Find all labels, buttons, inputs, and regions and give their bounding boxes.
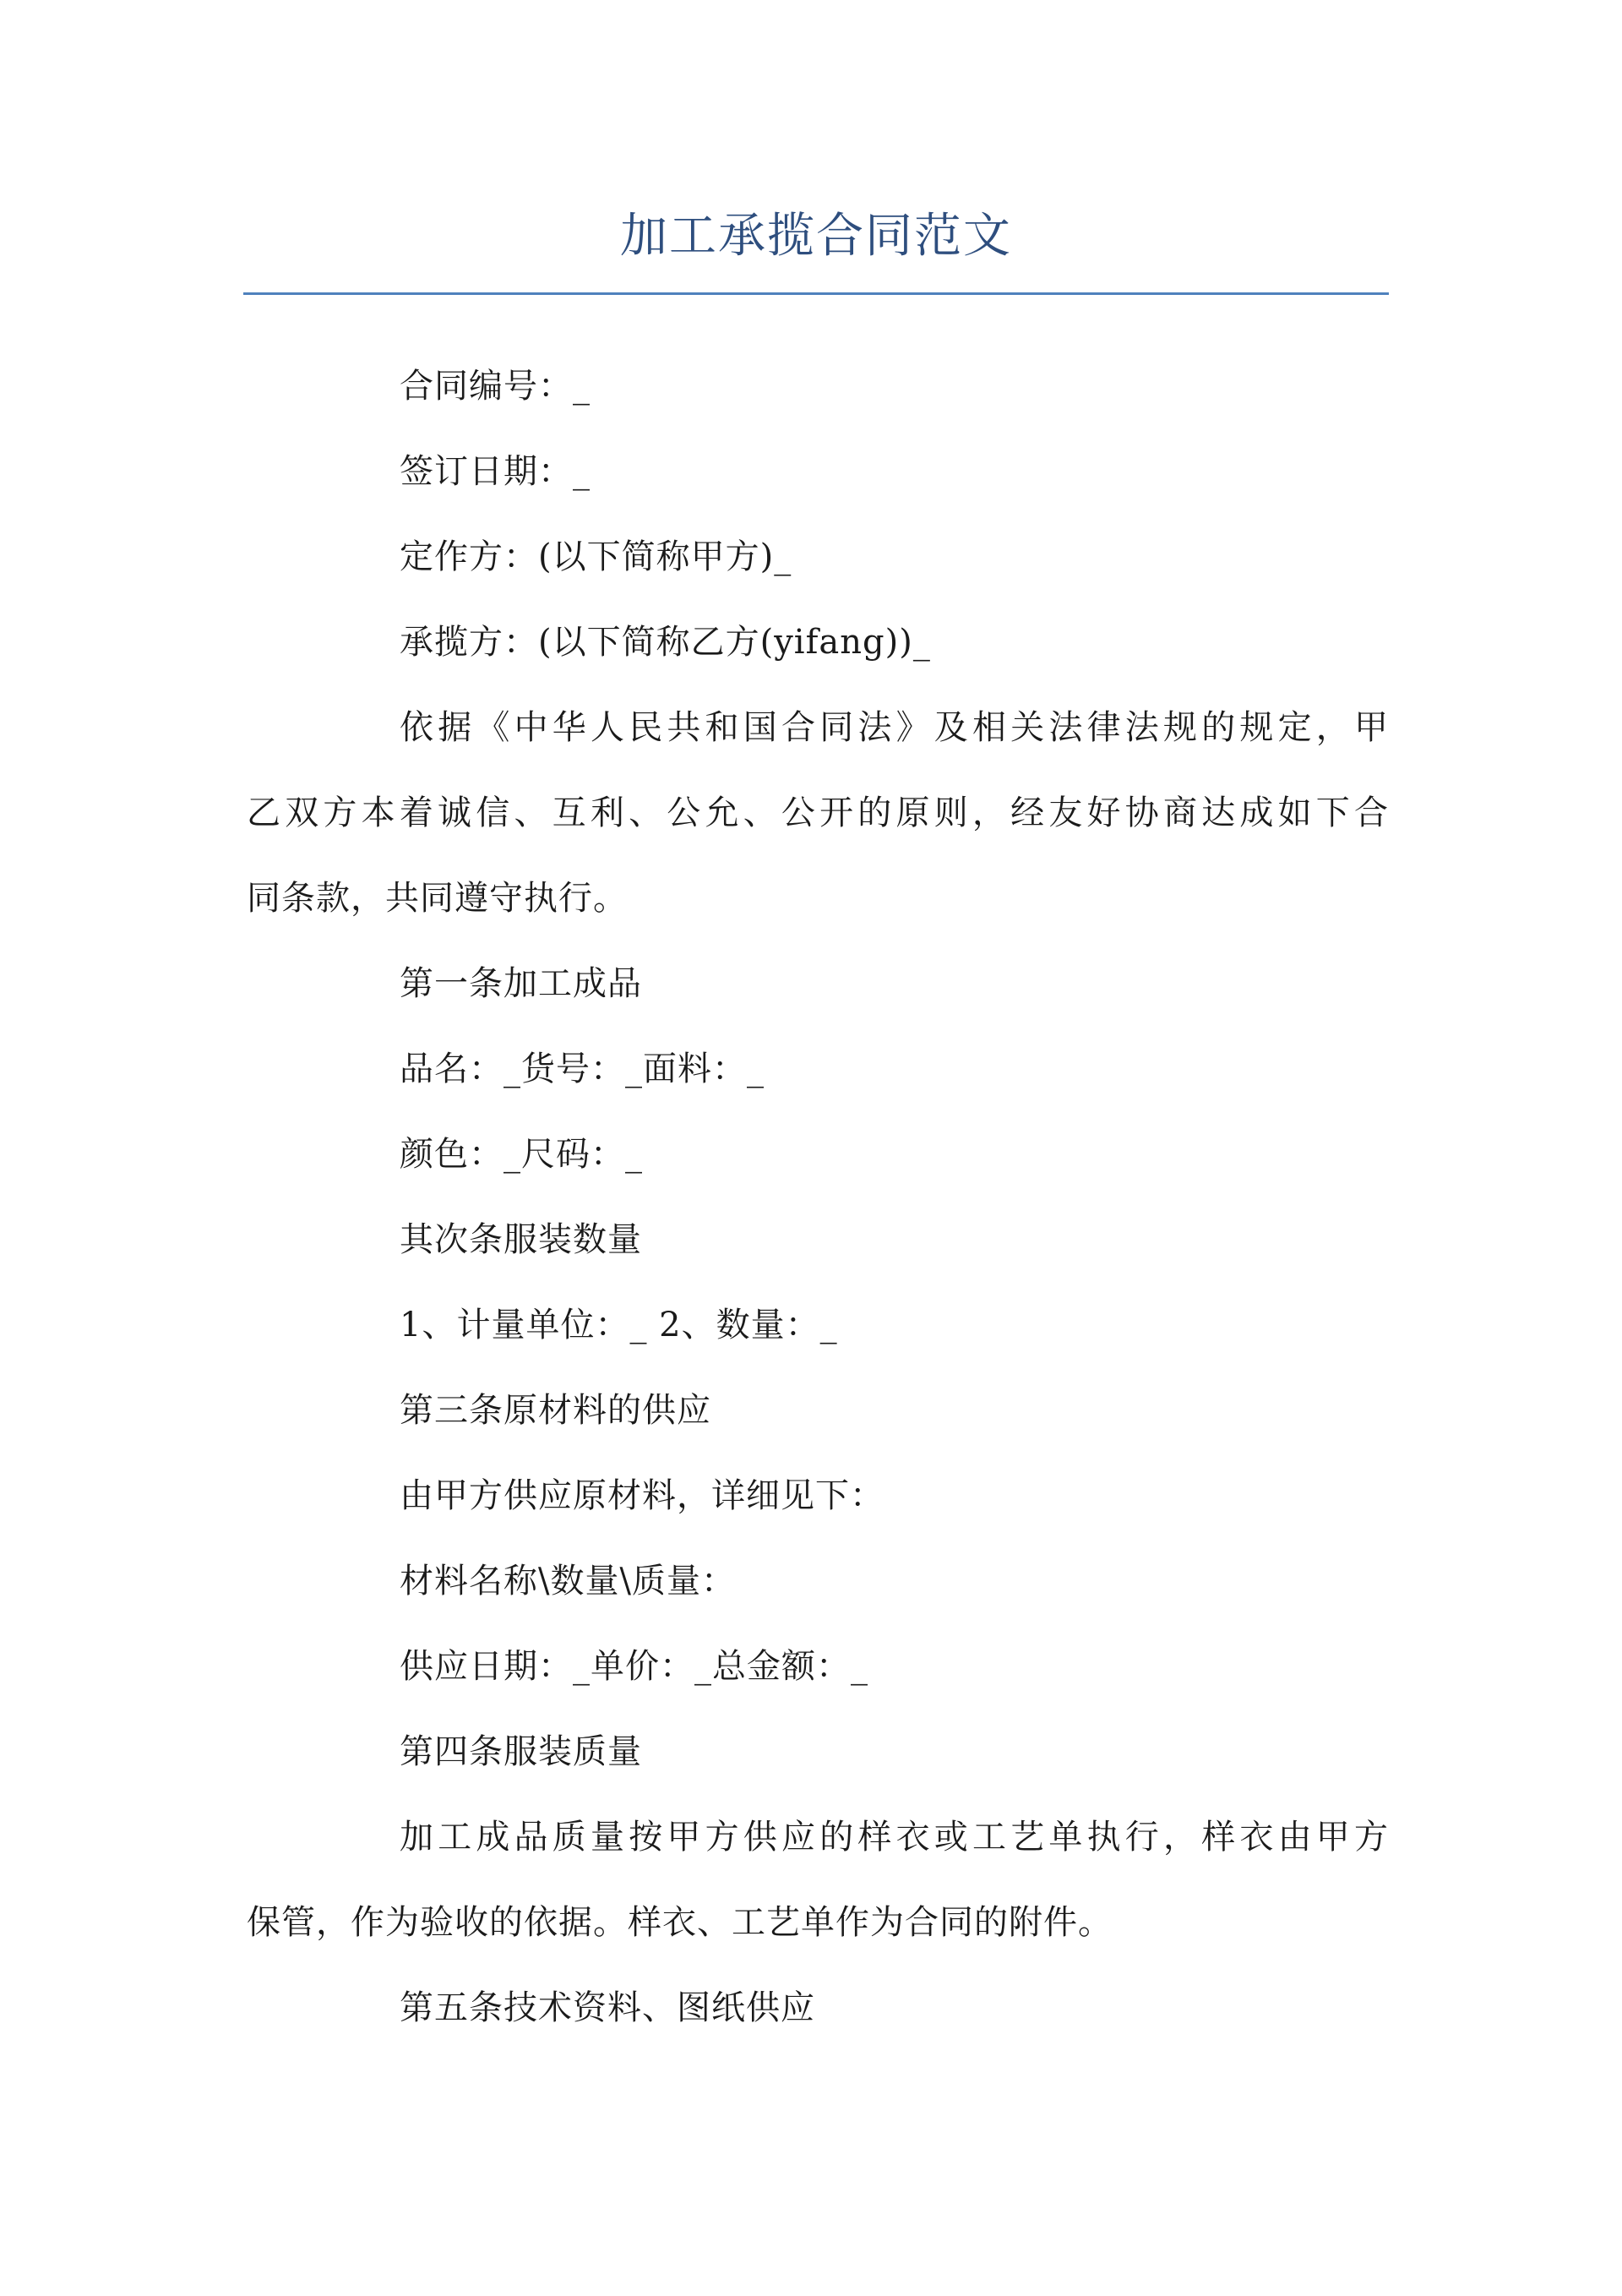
- article-5-heading: 第五条技术资料、图纸供应: [400, 1988, 815, 2027]
- quality-line-1: 加工成品质量按甲方供应的样衣或工艺单执行，样衣由甲方: [400, 1818, 1389, 1857]
- party-a-line: 定作方：(以下简称甲方)_: [400, 537, 792, 576]
- document-title: 加工承揽合同范文: [620, 209, 1012, 264]
- signing-date-line: 签订日期：_: [400, 452, 591, 491]
- article-1-heading: 第一条加工成品: [400, 964, 642, 1003]
- preamble-line-2: 乙双方本着诚信、互利、公允、公开的原则，经友好协商达成如下合: [247, 794, 1389, 832]
- article-2-heading: 其次条服装数量: [400, 1220, 642, 1259]
- quantity-line: 1、计量单位：_ 2、数量：_: [400, 1306, 838, 1344]
- supply-date-price-line: 供应日期：_单价：_总金额：_: [400, 1647, 868, 1686]
- contract-number-line: 合同编号：_: [400, 367, 591, 406]
- preamble-line-3: 同条款，共同遵守执行。: [247, 879, 628, 918]
- color-size-line: 颜色：_尺码：_: [400, 1135, 643, 1174]
- quality-line-2: 保管，作为验收的依据。样衣、工艺单作为合同的附件。: [247, 1903, 1113, 1942]
- product-name-line: 品名：_货号：_面料：_: [400, 1050, 765, 1088]
- document-body: [247, 344, 1389, 2051]
- article-3-heading: 第三条原材料的供应: [400, 1391, 711, 1430]
- preamble-line-1: 依据《中华人民共和国合同法》及相关法律法规的规定，甲: [400, 708, 1389, 747]
- party-b-line: 承揽方：(以下简称乙方(yifang))_: [400, 623, 931, 662]
- article-4-heading: 第四条服装质量: [400, 1732, 642, 1771]
- title-underline: [243, 292, 1389, 295]
- materials-supply-line: 由甲方供应原材料，详细见下：: [400, 1476, 884, 1515]
- materials-name-line: 材料名称\数量\质量：: [400, 1562, 736, 1601]
